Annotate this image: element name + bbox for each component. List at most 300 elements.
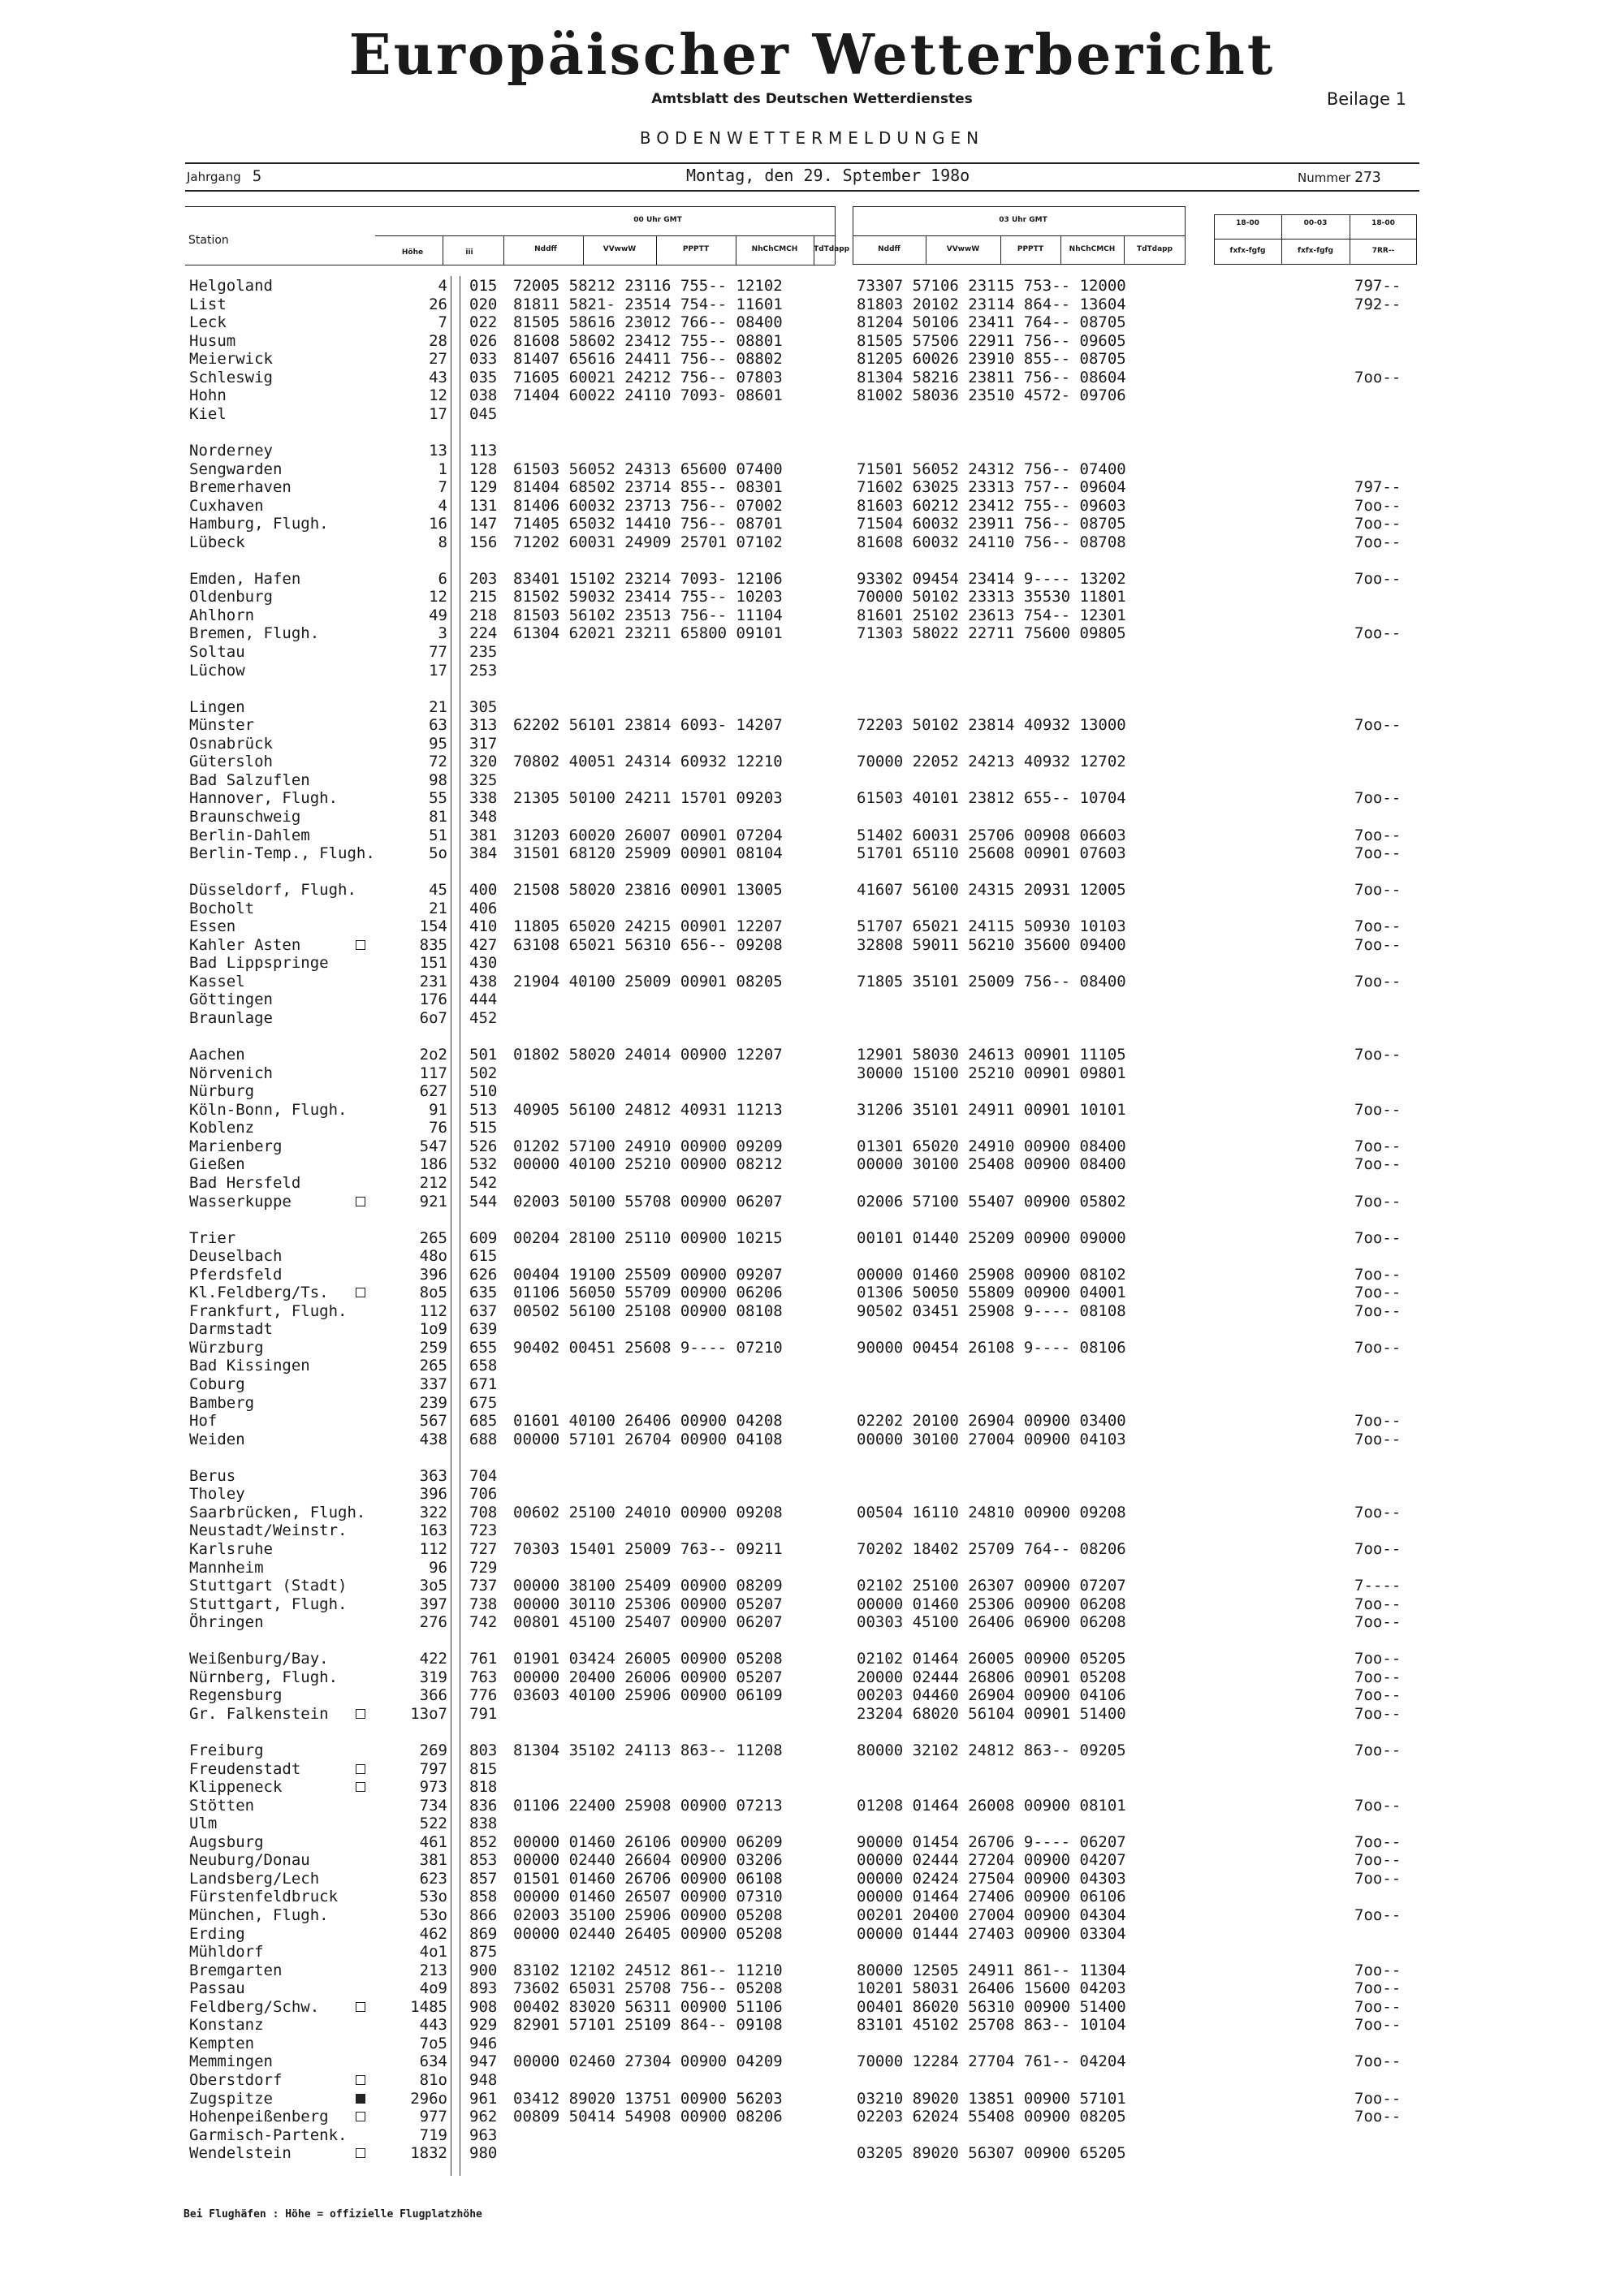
report-00-gmt: 81502 59032 23414 755-- 10203 <box>513 588 783 606</box>
report-00-gmt: 03412 89020 13751 00900 56203 <box>513 2089 783 2108</box>
precip-group: 7oo-- <box>1354 1100 1402 1119</box>
station-iii: 763 <box>469 1668 498 1686</box>
station-name: Konstanz <box>189 2016 264 2035</box>
g03-col-header: Nddff <box>878 245 901 253</box>
station-name: Kempten <box>189 2034 255 2052</box>
station-name: Koblenz <box>189 1119 255 1137</box>
precip-group: 7oo-- <box>1354 1869 1402 1888</box>
precip-group: 7oo-- <box>1354 1192 1402 1211</box>
station-hoehe: 17 <box>429 661 447 680</box>
station-iii: 430 <box>469 954 498 973</box>
report-00-gmt: 72005 58212 23116 755-- 12102 <box>513 277 783 295</box>
report-03-gmt: 10201 58031 26406 15600 04203 <box>857 1979 1126 1998</box>
precip-group: 7oo-- <box>1354 1503 1402 1521</box>
station-iii: 384 <box>469 844 498 862</box>
report-00-gmt: 01106 22400 25908 00900 07213 <box>513 1796 783 1815</box>
station-iii: 727 <box>469 1539 498 1558</box>
station-name: Bamberg <box>189 1393 255 1412</box>
report-03-gmt: 61503 40101 23812 655-- 10704 <box>857 789 1126 808</box>
station-iii: 156 <box>469 533 498 551</box>
right-top-2: 00-03 <box>1303 219 1328 227</box>
station-hoehe: 7 <box>438 313 447 332</box>
hoehe-header: Höhe <box>401 248 424 257</box>
right-top-1: 18-00 <box>1236 219 1259 227</box>
precip-group: 7oo-- <box>1354 1613 1402 1632</box>
station-hoehe: 112 <box>419 1301 447 1320</box>
report-03-gmt: 93302 09454 23414 9---- 13202 <box>857 569 1126 588</box>
station-iii: 658 <box>469 1357 498 1375</box>
station-name: Nürburg <box>189 1082 255 1101</box>
report-03-gmt: 00000 02444 27204 00900 04207 <box>857 1851 1126 1870</box>
station-name: Essen <box>189 917 236 936</box>
station-hoehe: 1832 <box>410 2144 447 2163</box>
report-00-gmt: 00602 25100 24010 00900 09208 <box>513 1503 783 1521</box>
station-iii: 688 <box>469 1430 498 1448</box>
station-name: Bad Kissingen <box>189 1357 310 1375</box>
report-00-gmt: 00000 40100 25210 00900 08212 <box>513 1155 783 1174</box>
station-name: Weißenburg/Bay. <box>189 1650 329 1668</box>
precip-group: 7oo-- <box>1354 1284 1402 1302</box>
station-iii: 908 <box>469 1997 498 2016</box>
station-iii: 113 <box>469 442 498 460</box>
station-hoehe: 117 <box>419 1064 447 1082</box>
report-03-gmt: 00401 86020 56310 00900 51400 <box>857 1997 1126 2016</box>
precip-group: 7oo-- <box>1354 716 1402 735</box>
station-name: Feldberg/Schw. <box>189 1997 320 2016</box>
station-hoehe: 1485 <box>410 1997 447 2016</box>
precip-group: 7oo-- <box>1354 1851 1402 1870</box>
station-name: Stuttgart, Flugh. <box>189 1595 348 1613</box>
station-iii: 313 <box>469 716 498 735</box>
group03-header: 03 Uhr GMT <box>999 216 1047 224</box>
station-name: Erding <box>189 1924 245 1943</box>
report-03-gmt: 03205 89020 56307 00900 65205 <box>857 2144 1126 2163</box>
station-hoehe: 16 <box>429 515 447 533</box>
report-03-gmt: 03210 89020 13851 00900 57101 <box>857 2089 1126 2108</box>
station-iii: 858 <box>469 1888 498 1906</box>
station-hoehe: 13o7 <box>410 1704 447 1723</box>
station-hoehe: 163 <box>419 1521 447 1540</box>
station-name: Passau <box>189 1979 245 1998</box>
station-name: Freudenstadt <box>189 1759 301 1778</box>
station-iii: 224 <box>469 624 498 643</box>
station-iii: 685 <box>469 1412 498 1431</box>
report-03-gmt: 20000 02444 26806 00901 05208 <box>857 1668 1126 1686</box>
station-name: Schleswig <box>189 368 273 386</box>
station-name: Neuburg/Donau <box>189 1851 310 1870</box>
iii-header: iii <box>465 248 473 257</box>
station-hoehe: 7o5 <box>419 2034 447 2052</box>
station-name: Lüchow <box>189 661 245 680</box>
station-iii: 742 <box>469 1613 498 1632</box>
report-03-gmt: 00000 30100 25408 00900 08400 <box>857 1155 1126 1174</box>
report-03-gmt: 70202 18402 25709 764-- 08206 <box>857 1539 1126 1558</box>
station-hoehe: 6 <box>438 569 447 588</box>
station-hoehe: 835 <box>419 935 447 954</box>
right-bottom-2: fxfx-fgfg <box>1298 247 1333 255</box>
precip-group: 7oo-- <box>1354 1412 1402 1431</box>
station-hoehe: 4o1 <box>419 1943 447 1961</box>
station-hoehe: 95 <box>429 734 447 753</box>
station-name: Ahlhorn <box>189 606 255 624</box>
station-iii: 948 <box>469 2070 498 2089</box>
station-hoehe: 265 <box>419 1357 447 1375</box>
station-iii: 852 <box>469 1832 498 1851</box>
open-square-icon <box>356 2112 365 2121</box>
station-name: Bad Hersfeld <box>189 1173 301 1192</box>
station-hoehe: 53o <box>419 1905 447 1924</box>
station-name: Osnabrück <box>189 734 273 753</box>
report-03-gmt: 80000 12505 24911 861-- 11304 <box>857 1961 1126 1979</box>
station-iii: 729 <box>469 1558 498 1577</box>
station-hoehe: 319 <box>419 1668 447 1686</box>
station-hoehe: 296o <box>410 2089 447 2108</box>
station-hoehe: 81 <box>429 807 447 826</box>
station-hoehe: 921 <box>419 1192 447 1211</box>
precip-group: 7oo-- <box>1354 1046 1402 1064</box>
report-00-gmt: 70802 40051 24314 60932 12210 <box>513 753 783 771</box>
report-00-gmt: 81503 56102 23513 756-- 11104 <box>513 606 783 624</box>
station-iii: 761 <box>469 1650 498 1668</box>
station-name: Öhringen <box>189 1613 264 1632</box>
report-03-gmt: 01306 50050 55809 00900 04001 <box>857 1284 1126 1302</box>
station-iii: 900 <box>469 1961 498 1979</box>
station-name: Bremen, Flugh. <box>189 624 320 643</box>
g03-col-header: PPPTT <box>1017 245 1044 253</box>
footnote: Bei Flughäfen : Höhe = offizielle Flugplatzhöhe <box>184 2208 482 2220</box>
report-03-gmt: 00000 01460 25908 00900 08102 <box>857 1265 1126 1284</box>
station-hoehe: 12 <box>429 588 447 606</box>
report-03-gmt: 30000 15100 25210 00901 09801 <box>857 1064 1126 1082</box>
station-name: Leck <box>189 313 227 332</box>
report-00-gmt: 00000 57101 26704 00900 04108 <box>513 1430 783 1448</box>
station-hoehe: 28 <box>429 331 447 350</box>
station-iii: 045 <box>469 404 498 423</box>
report-00-gmt: 81608 58602 23412 755-- 08801 <box>513 331 783 350</box>
station-name: Aachen <box>189 1046 245 1064</box>
station-iii: 980 <box>469 2144 498 2163</box>
station-hoehe: 734 <box>419 1796 447 1815</box>
station-iii: 253 <box>469 661 498 680</box>
precip-group: 7oo-- <box>1354 1832 1402 1851</box>
station-name: Helgoland <box>189 277 273 295</box>
station-iii: 444 <box>469 990 498 1009</box>
station-hoehe: 797 <box>419 1759 447 1778</box>
station-hoehe: 154 <box>419 917 447 936</box>
station-hoehe: 973 <box>419 1778 447 1797</box>
precip-group: 7oo-- <box>1354 1430 1402 1448</box>
station-name: Emden, Hafen <box>189 569 301 588</box>
station-iii: 655 <box>469 1338 498 1357</box>
station-name: Hamburg, Flugh. <box>189 515 329 533</box>
report-03-gmt: 02203 62024 55408 00900 08205 <box>857 2108 1126 2126</box>
station-hoehe: 96 <box>429 1558 447 1577</box>
station-iii: 963 <box>469 2126 498 2144</box>
station-iii: 626 <box>469 1265 498 1284</box>
precip-group: 7oo-- <box>1354 1155 1402 1174</box>
report-03-gmt: 51707 65021 24115 50930 10103 <box>857 917 1126 936</box>
station-iii: 723 <box>469 1521 498 1540</box>
precip-group: 7oo-- <box>1354 2016 1402 2035</box>
station-name: Marienberg <box>189 1137 283 1155</box>
station-hoehe: 21 <box>429 697 447 716</box>
station-name: Trier <box>189 1228 236 1247</box>
station-iii: 791 <box>469 1704 498 1723</box>
station-iii: 946 <box>469 2034 498 2052</box>
station-hoehe: 3 <box>438 624 447 643</box>
precip-group: 7oo-- <box>1354 569 1402 588</box>
station-hoehe: 212 <box>419 1173 447 1192</box>
station-name: Cuxhaven <box>189 496 264 515</box>
report-00-gmt: 02003 35100 25906 00900 05208 <box>513 1905 783 1924</box>
precip-group: 7oo-- <box>1354 972 1402 990</box>
report-00-gmt: 82901 57101 25109 864-- 09108 <box>513 2016 783 2035</box>
open-square-icon <box>356 1782 365 1792</box>
station-iii: 235 <box>469 643 498 661</box>
station-name: Gießen <box>189 1155 245 1174</box>
station-hoehe: 634 <box>419 2052 447 2071</box>
report-00-gmt: 71404 60022 24110 7093- 08601 <box>513 386 783 405</box>
report-00-gmt: 00000 02460 27304 00900 04209 <box>513 2052 783 2071</box>
report-03-gmt: 00000 01464 27406 00900 06106 <box>857 1888 1126 1906</box>
station-iii: 131 <box>469 496 498 515</box>
open-square-icon <box>356 2075 365 2085</box>
report-00-gmt: 01802 58020 24014 00900 12207 <box>513 1046 783 1064</box>
precip-group: 7oo-- <box>1354 1301 1402 1320</box>
report-00-gmt: 40905 56100 24812 40931 11213 <box>513 1100 783 1119</box>
open-square-icon <box>356 940 365 950</box>
g00-col-header: PPPTT <box>682 245 710 253</box>
report-03-gmt: 72203 50102 23814 40932 13000 <box>857 716 1126 735</box>
station-hoehe: 72 <box>429 753 447 771</box>
station-iii: 866 <box>469 1905 498 1924</box>
station-hoehe: 112 <box>419 1539 447 1558</box>
precip-group: 7oo-- <box>1354 1650 1402 1668</box>
open-square-icon <box>356 1288 365 1297</box>
report-00-gmt: 00404 19100 25509 00900 09207 <box>513 1265 783 1284</box>
report-03-gmt: 00303 45100 26406 06900 06208 <box>857 1613 1126 1632</box>
subtitle: Amtsblatt des Deutschen Wetterdienstes <box>651 91 973 107</box>
station-iii: 836 <box>469 1796 498 1815</box>
report-03-gmt: 31206 35101 24911 00901 10101 <box>857 1100 1126 1119</box>
section-title: BODENWETTERMELDUNGEN <box>639 128 985 148</box>
station-hoehe: 53o <box>419 1888 447 1906</box>
station-iii: 639 <box>469 1320 498 1339</box>
station-name: Klippeneck <box>189 1778 283 1797</box>
station-iii: 737 <box>469 1577 498 1595</box>
station-hoehe: 443 <box>419 2016 447 2035</box>
station-hoehe: 337 <box>419 1375 447 1393</box>
station-iii: 615 <box>469 1247 498 1266</box>
station-name: Würzburg <box>189 1338 264 1357</box>
precip-group: 7oo-- <box>1354 1137 1402 1155</box>
report-00-gmt: 21508 58020 23816 00901 13005 <box>513 881 783 900</box>
station-iii: 452 <box>469 1009 498 1027</box>
station-name: Gr. Falkenstein <box>189 1704 329 1723</box>
report-00-gmt: 03603 40100 25906 00900 06109 <box>513 1686 783 1705</box>
station-name: Sengwarden <box>189 460 283 478</box>
report-03-gmt: 00000 02424 27504 00900 04303 <box>857 1869 1126 1888</box>
station-hoehe: 461 <box>419 1832 447 1851</box>
station-hoehe: 176 <box>419 990 447 1009</box>
report-03-gmt: 71805 35101 25009 756-- 08400 <box>857 972 1126 990</box>
station-hoehe: 2o2 <box>419 1046 447 1064</box>
station-hoehe: 76 <box>429 1119 447 1137</box>
precip-group: 7oo-- <box>1354 533 1402 551</box>
report-00-gmt: 01901 03424 26005 00900 05208 <box>513 1650 783 1668</box>
station-hoehe: 977 <box>419 2108 447 2126</box>
station-hoehe: 45 <box>429 881 447 900</box>
report-00-gmt: 00801 45100 25407 00900 06207 <box>513 1613 783 1632</box>
jahrgang-label: Jahrgang <box>187 170 241 184</box>
precip-group: 7---- <box>1354 1577 1402 1595</box>
report-03-gmt: 81601 25102 23613 754-- 12301 <box>857 606 1126 624</box>
report-03-gmt: 90000 00454 26108 9---- 08106 <box>857 1338 1126 1357</box>
report-00-gmt: 62202 56101 23814 6093- 14207 <box>513 716 783 735</box>
station-hoehe: 8 <box>438 533 447 551</box>
report-00-gmt: 90402 00451 25608 9---- 07210 <box>513 1338 783 1357</box>
precip-group: 7oo-- <box>1354 624 1402 643</box>
report-03-gmt: 80000 32102 24812 863-- 09205 <box>857 1741 1126 1759</box>
station-name: Mannheim <box>189 1558 264 1577</box>
precip-group: 7oo-- <box>1354 1668 1402 1686</box>
open-square-icon <box>356 1197 365 1206</box>
station-iii: 038 <box>469 386 498 405</box>
report-00-gmt: 81811 5821- 23514 754-- 11601 <box>513 295 783 313</box>
station-hoehe: 13 <box>429 442 447 460</box>
station-hoehe: 363 <box>419 1466 447 1485</box>
report-03-gmt: 00000 01460 25306 00900 06208 <box>857 1595 1126 1613</box>
precip-group: 7oo-- <box>1354 368 1402 386</box>
precip-group: 7oo-- <box>1354 1979 1402 1998</box>
station-hoehe: 91 <box>429 1100 447 1119</box>
report-00-gmt: 00000 38100 25409 00900 08209 <box>513 1577 783 1595</box>
precip-group: 7oo-- <box>1354 1741 1402 1759</box>
report-03-gmt: 81204 50106 23411 764-- 08705 <box>857 313 1126 332</box>
station-iii: 708 <box>469 1503 498 1521</box>
report-00-gmt: 71202 60031 24909 25701 07102 <box>513 533 783 551</box>
station-name: Landsberg/Lech <box>189 1869 320 1888</box>
right-bottom-3: 7RR-- <box>1371 247 1395 255</box>
station-iii: 947 <box>469 2052 498 2071</box>
report-00-gmt: 83102 12102 24512 861-- 11210 <box>513 1961 783 1979</box>
station-name: Wasserkuppe <box>189 1192 292 1211</box>
station-hoehe: 77 <box>429 643 447 661</box>
station-iii: 427 <box>469 935 498 954</box>
station-name: Memmingen <box>189 2052 273 2071</box>
report-03-gmt: 51701 65110 25608 00901 07603 <box>857 844 1126 862</box>
station-iii: 033 <box>469 350 498 369</box>
precip-group: 7oo-- <box>1354 1595 1402 1613</box>
station-iii: 338 <box>469 789 498 808</box>
station-hoehe: 627 <box>419 1082 447 1101</box>
right-bottom-1: fxfx-fgfg <box>1229 247 1266 255</box>
station-hoehe: 98 <box>429 770 447 789</box>
report-03-gmt: 90502 03451 25908 9---- 08108 <box>857 1301 1126 1320</box>
station-name: Berlin-Temp., Flugh. <box>189 844 375 862</box>
station-name: Berlin-Dahlem <box>189 826 310 844</box>
station-iii: 026 <box>469 331 498 350</box>
group00-header: 00 Uhr GMT <box>633 216 682 224</box>
station-hoehe: 17 <box>429 404 447 423</box>
station-name: Hof <box>189 1412 218 1431</box>
station-iii: 513 <box>469 1100 498 1119</box>
station-iii: 410 <box>469 917 498 936</box>
station-name: Wendelstein <box>189 2144 292 2163</box>
station-name: Kiel <box>189 404 227 423</box>
report-00-gmt: 71405 65032 14410 756-- 08701 <box>513 515 783 533</box>
report-00-gmt: 00204 28100 25110 00900 10215 <box>513 1228 783 1247</box>
station-name: Stuttgart (Stadt) <box>189 1577 348 1595</box>
precip-group: 797-- <box>1354 277 1402 295</box>
station-iii: 526 <box>469 1137 498 1155</box>
station-hoehe: 396 <box>419 1265 447 1284</box>
station-name: Bremerhaven <box>189 478 292 496</box>
report-00-gmt: 61304 62021 23211 65800 09101 <box>513 624 783 643</box>
report-03-gmt: 71504 60032 23911 756-- 08705 <box>857 515 1126 533</box>
station-iii: 020 <box>469 295 498 313</box>
station-header: Station <box>188 234 229 247</box>
station-name: Hannover, Flugh. <box>189 789 339 808</box>
station-name: Mühldorf <box>189 1943 264 1961</box>
station-name: Bad Lippspringe <box>189 954 329 973</box>
station-iii: 015 <box>469 277 498 295</box>
station-name: Braunschweig <box>189 807 301 826</box>
report-00-gmt: 00402 83020 56311 00900 51106 <box>513 1997 783 2016</box>
station-hoehe: 269 <box>419 1741 447 1759</box>
nummer-value: 273 <box>1354 169 1381 186</box>
report-00-gmt: 61503 56052 24313 65600 07400 <box>513 460 783 478</box>
report-03-gmt: 71602 63025 23313 757-- 09604 <box>857 478 1126 496</box>
report-00-gmt: 31203 60020 26007 00901 07204 <box>513 826 783 844</box>
report-03-gmt: 73307 57106 23115 753-- 12000 <box>857 277 1126 295</box>
station-hoehe: 239 <box>419 1393 447 1412</box>
station-iii: 875 <box>469 1943 498 1961</box>
station-hoehe: 259 <box>419 1338 447 1357</box>
report-00-gmt: 00000 02440 26604 00900 03206 <box>513 1851 783 1870</box>
station-hoehe: 397 <box>419 1595 447 1613</box>
station-iii: 400 <box>469 881 498 900</box>
station-iii: 815 <box>469 1759 498 1778</box>
station-name: Bocholt <box>189 899 255 917</box>
station-iii: 818 <box>469 1778 498 1797</box>
station-name: Oldenburg <box>189 588 273 606</box>
station-hoehe: 43 <box>429 368 447 386</box>
station-iii: 147 <box>469 515 498 533</box>
station-name: Nörvenich <box>189 1064 273 1082</box>
station-hoehe: 438 <box>419 1430 447 1448</box>
station-hoehe: 3o5 <box>419 1577 447 1595</box>
station-iii: 962 <box>469 2108 498 2126</box>
station-name: Stötten <box>189 1796 255 1815</box>
station-name: Freiburg <box>189 1741 264 1759</box>
report-00-gmt: 73602 65031 25708 756-- 05208 <box>513 1979 783 1998</box>
report-03-gmt: 81608 60032 24110 756-- 08708 <box>857 533 1126 551</box>
report-03-gmt: 70000 50102 23313 35530 11801 <box>857 588 1126 606</box>
precip-group: 7oo-- <box>1354 2108 1402 2126</box>
station-iii: 501 <box>469 1046 498 1064</box>
report-00-gmt: 00000 02440 26405 00900 05208 <box>513 1924 783 1943</box>
report-00-gmt: 01106 56050 55709 00900 06206 <box>513 1284 783 1302</box>
station-name: Soltau <box>189 643 245 661</box>
report-00-gmt: 63108 65021 56310 656-- 09208 <box>513 935 783 954</box>
station-iii: 035 <box>469 368 498 386</box>
jahrgang-value: 5 <box>252 167 262 185</box>
report-00-gmt: 81304 35102 24113 863-- 11208 <box>513 1741 783 1759</box>
report-00-gmt: 31501 68120 25909 00901 08104 <box>513 844 783 862</box>
report-03-gmt: 00000 30100 27004 00900 04103 <box>857 1430 1126 1448</box>
station-iii: 929 <box>469 2016 498 2035</box>
